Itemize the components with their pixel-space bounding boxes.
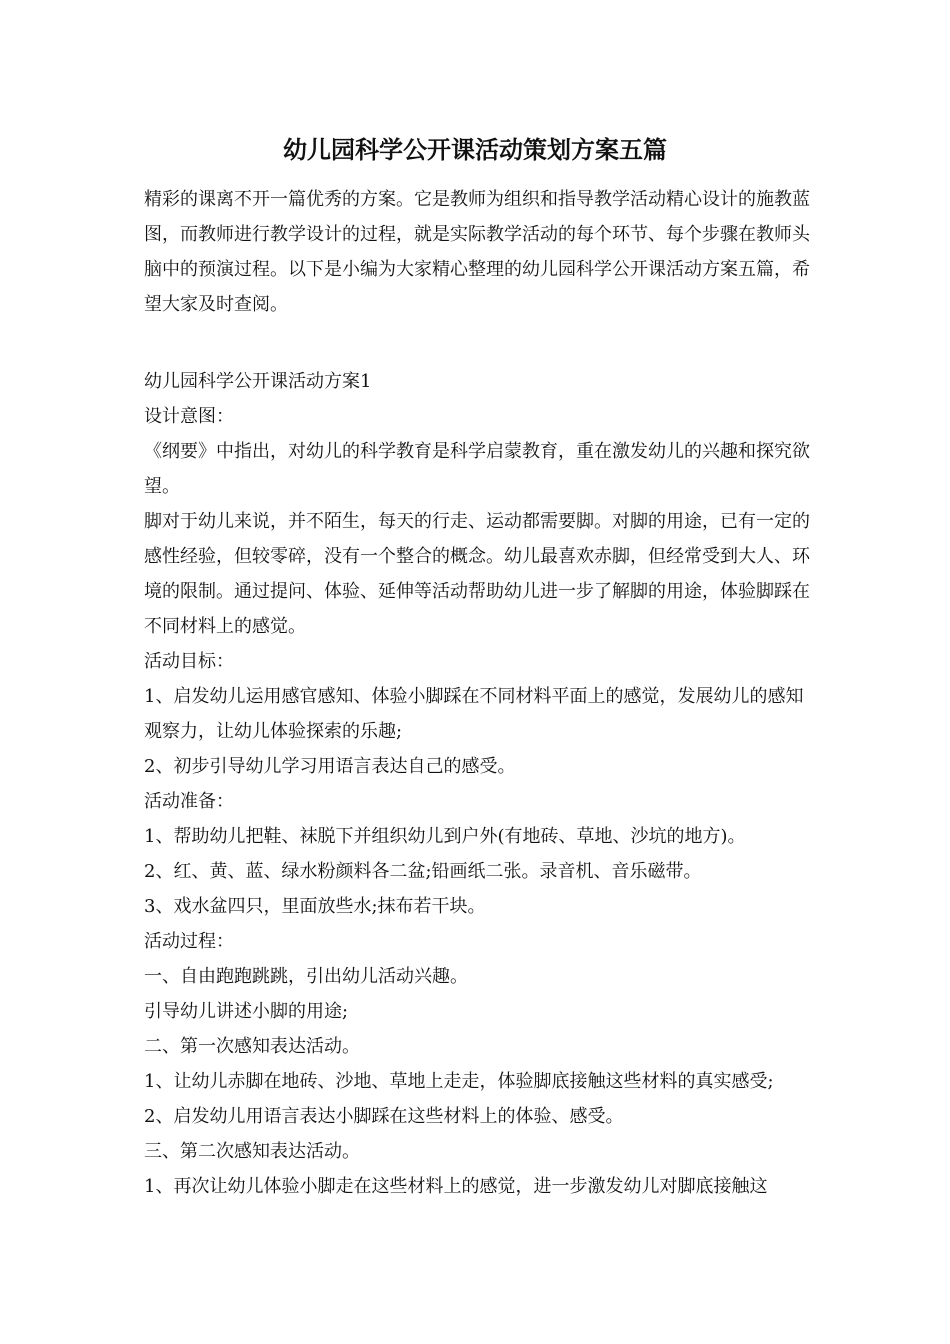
list-item: 引导幼儿讲述小脚的用途; — [144, 1001, 349, 1022]
subsection-heading: 活动过程： — [144, 931, 234, 952]
body-paragraph: 《纲要》中指出，对幼儿的科学教育是科学启蒙教育，重在激发幼儿的兴趣和探究欲望。 — [144, 441, 810, 497]
section-heading: 幼儿园科学公开课活动方案1 — [144, 371, 372, 392]
document-title: 幼儿园科学公开课活动策划方案五篇 — [283, 135, 667, 164]
intro-paragraph: 精彩的课离不开一篇优秀的方案。它是教师为组织和指导教学活动精心设计的施教蓝图，而教师进行教学设计的过程，就是实际教学活动的每个环节、每个步骤在教师头脑中的预演过程。以下是小编为大家精心整理的幼儿园科学公开课活动方案五篇，希望大家及时查阅。 — [144, 189, 810, 315]
list-item: 1、再次让幼儿体验小脚走在这些材料上的感觉，进一步激发幼儿对脚底接触这 — [144, 1176, 768, 1197]
list-item: 1、让幼儿赤脚在地砖、沙地、草地上走走，体验脚底接触这些材料的真实感受; — [144, 1071, 774, 1092]
list-item: 二、第一次感知表达活动。 — [144, 1036, 360, 1057]
list-item: 3、戏水盆四只，里面放些水;抹布若干块。 — [144, 896, 486, 917]
list-item: 一、自由跑跑跳跳，引出幼儿活动兴趣。 — [144, 966, 468, 987]
subsection-heading: 活动准备： — [144, 791, 234, 812]
subsection-heading: 设计意图： — [144, 406, 234, 427]
list-item: 三、第二次感知表达活动。 — [144, 1141, 360, 1162]
list-item: 1、帮助幼儿把鞋、袜脱下并组织幼儿到户外(有地砖、草地、沙坑的地方)。 — [144, 826, 746, 847]
document-body — [144, 364, 814, 1204]
list-item: 2、红、黄、蓝、绿水粉颜料各二盆;铅画纸二张。录音机、音乐磁带。 — [144, 861, 702, 882]
list-item: 2、启发幼儿用语言表达小脚踩在这些材料上的体验、感受。 — [144, 1106, 624, 1127]
list-item: 1、启发幼儿运用感官感知、体验小脚踩在不同材料平面上的感觉，发展幼儿的感知观察力，让幼儿体验探索的乐趣; — [144, 686, 804, 742]
subsection-heading: 活动目标： — [144, 651, 234, 672]
body-paragraph: 脚对于幼儿来说，并不陌生，每天的行走、运动都需要脚。对脚的用途，已有一定的感性经验，但较零碎，没有一个整合的概念。幼儿最喜欢赤脚，但经常受到大人、环境的限制。通过提问、体验、延伸等活动帮助幼儿进一步了解脚的用途，体验脚踩在不同材料上的感觉。 — [144, 511, 810, 637]
list-item: 2、初步引导幼儿学习用语言表达自己的感受。 — [144, 756, 516, 777]
